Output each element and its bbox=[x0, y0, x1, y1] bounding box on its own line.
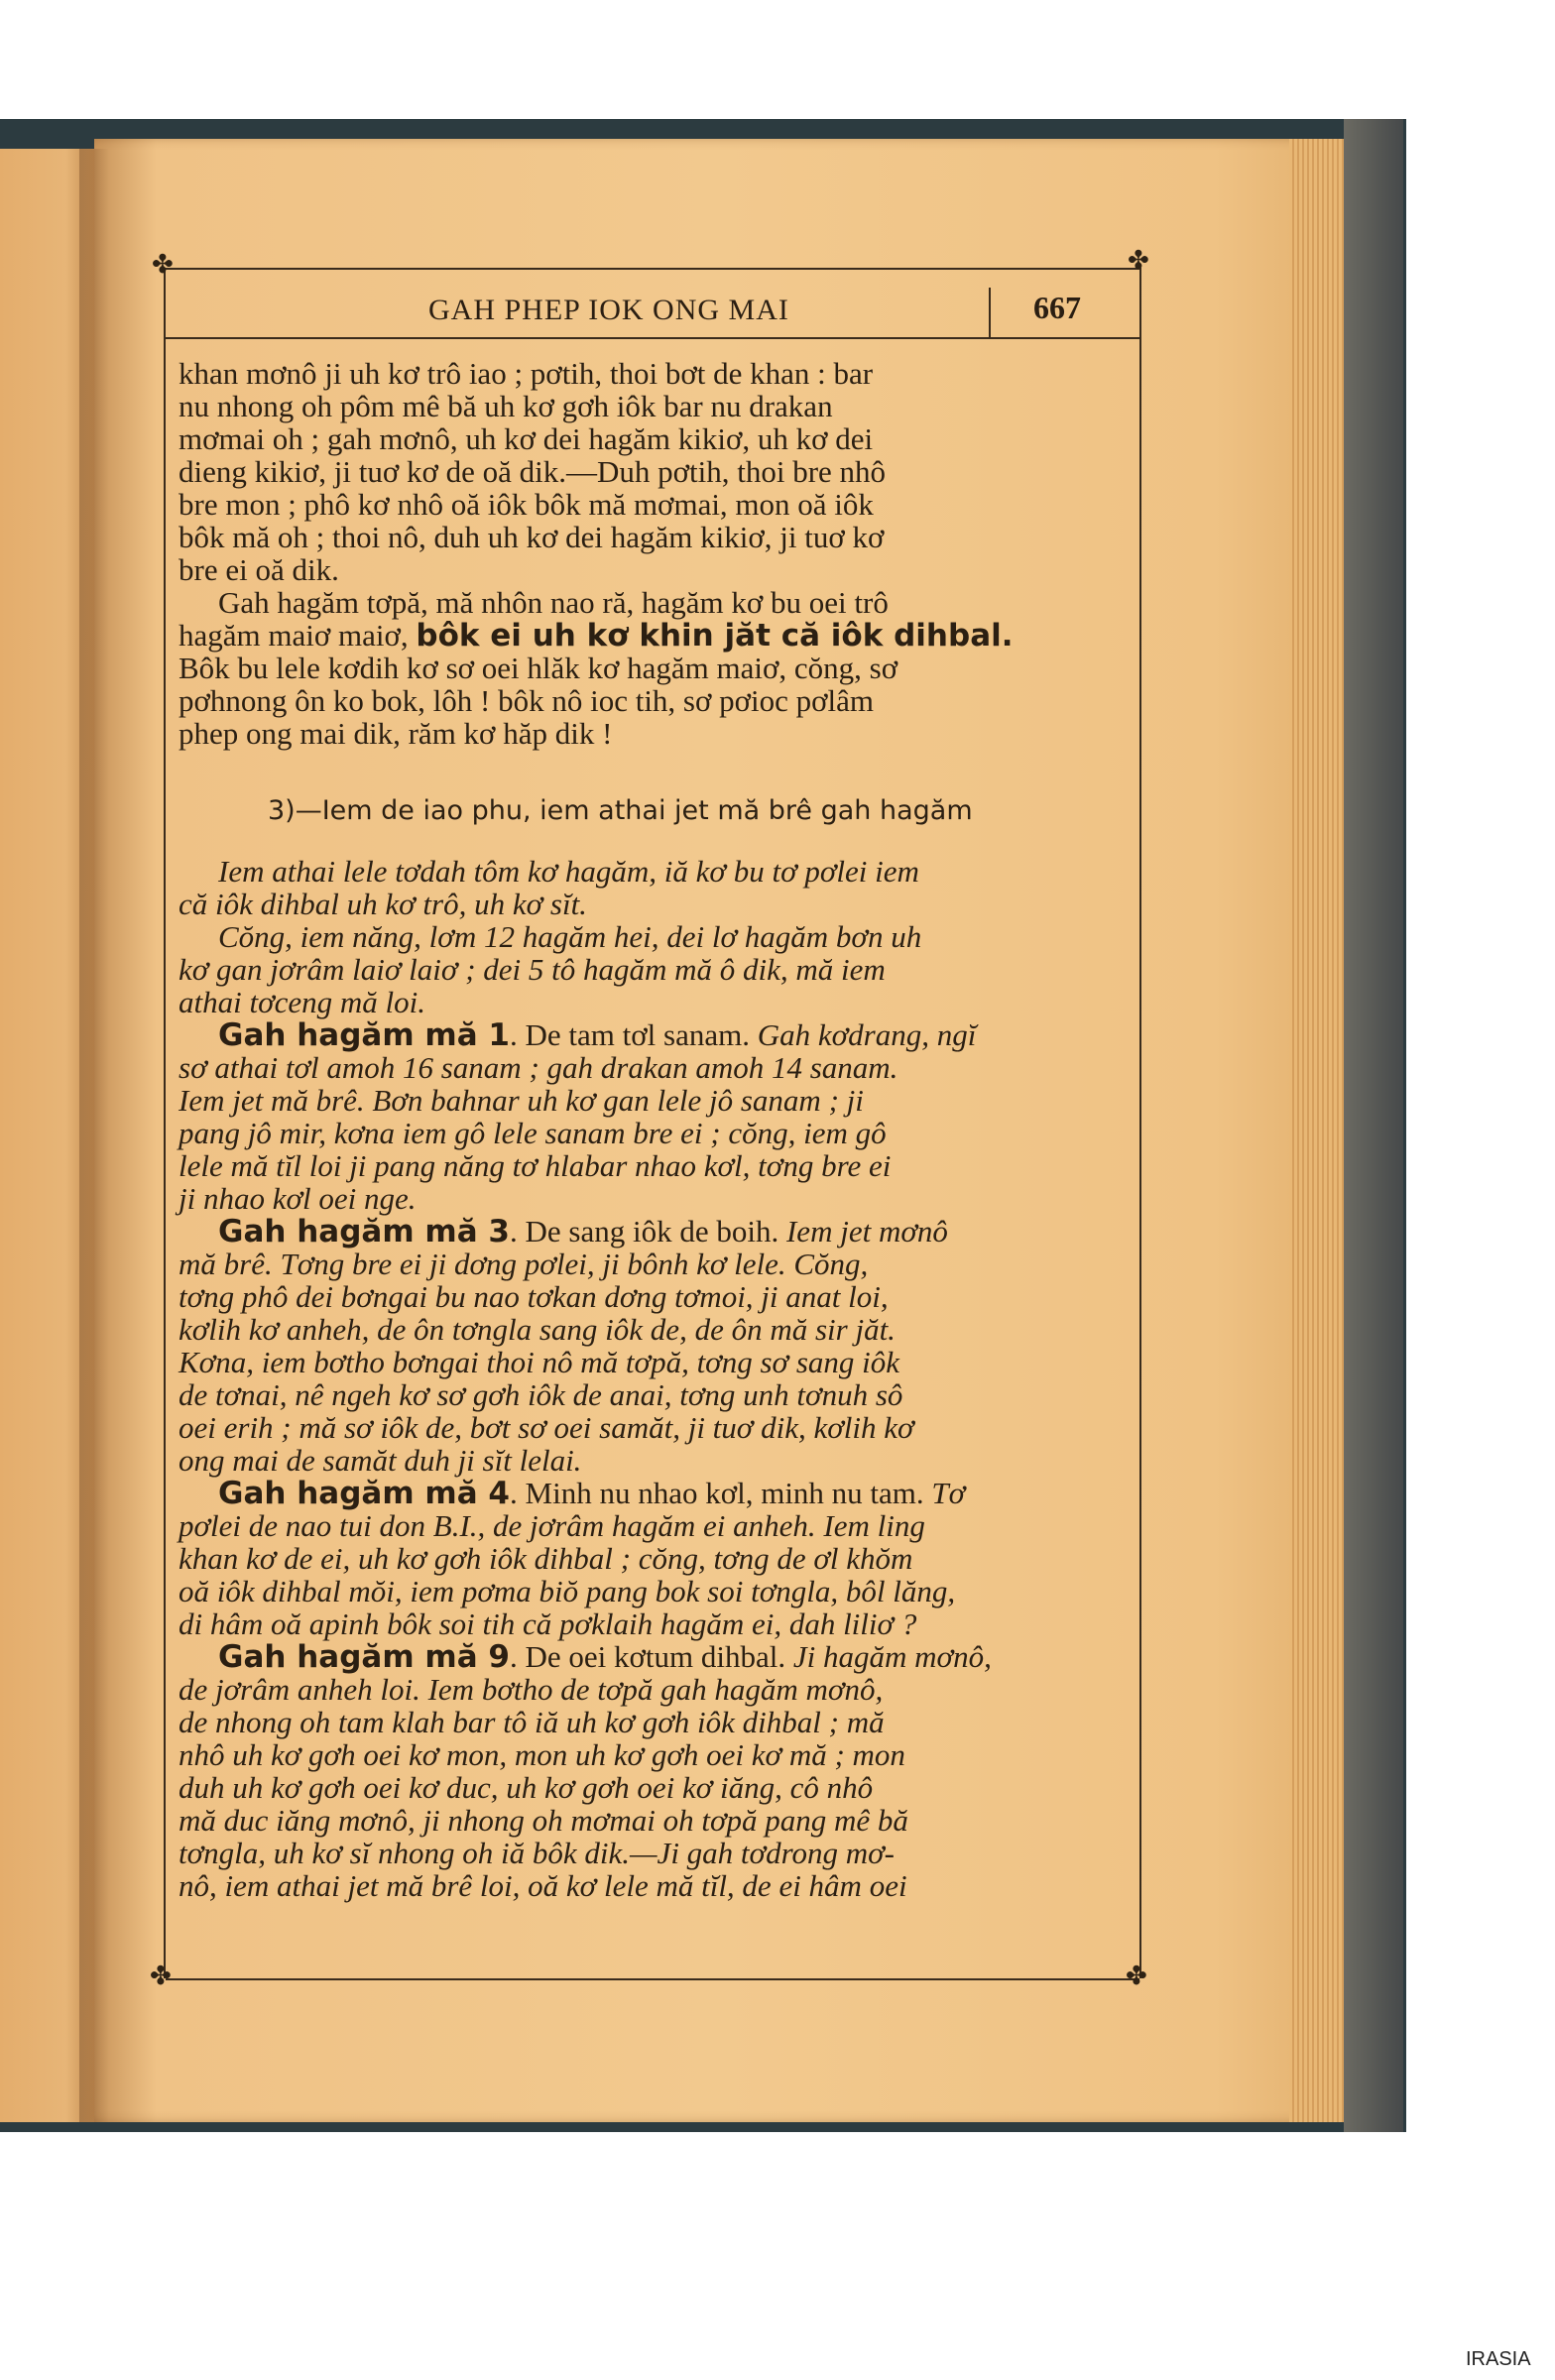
text-line: kơ gan jơrâm laiơ laiơ ; dei 5 tô hagăm mă ô dik, mă iem bbox=[179, 952, 886, 987]
book-gutter bbox=[79, 149, 109, 2122]
text-line: phep ong mai dik, răm kơ hăp dik ! bbox=[179, 716, 613, 751]
text-line: bre mon ; phô kơ nhô oă iôk bôk mă mơmai, mon oă iôk bbox=[179, 487, 874, 522]
corner-ornament-icon: ✤ bbox=[1126, 1962, 1147, 1991]
hagam-1-entry bbox=[179, 1018, 1121, 1215]
text-line: dieng kikiơ, ji tuơ kơ de oă dik.—Duh pơtih, thoi bre nhô bbox=[179, 454, 887, 489]
text-line: khan mơnô ji uh kơ trô iao ; pơtih, thoi bơt de khan : bar bbox=[179, 356, 874, 391]
text-line: oă iôk dihbal mŏi, iem pơma biŏ pang bok soi tơngla, bôl lăng, bbox=[179, 1574, 956, 1608]
right-rule bbox=[1139, 268, 1141, 1978]
watermark: IRASIA bbox=[1466, 2348, 1531, 2370]
entry-label: Gah hagăm mă 1 bbox=[218, 1017, 511, 1053]
text-line: tơngla, uh kơ sĭ nhong oh iă bôk dik.—Ji gah tơdrong mơ- bbox=[179, 1836, 896, 1870]
text-span: . Minh nu nhao kơl, minh nu tam. bbox=[510, 1476, 932, 1510]
text-line: bôk mă oh ; thoi nô, duh uh kơ dei hagăm kikiơ, ji tuơ kơ bbox=[179, 520, 885, 554]
text-line: duh uh kơ gơh oei kơ duc, uh kơ gơh oei kơ iăng, cô nhô bbox=[179, 1770, 874, 1805]
text-line: de jơrâm anheh loi. Iem bơtho de tơpă gah hagăm mơnô, bbox=[179, 1672, 884, 1707]
top-rule bbox=[166, 268, 1139, 270]
text-line: nu nhong oh pôm mê bă uh kơ gơh iôk bar nu drakan bbox=[179, 389, 833, 423]
bottom-rule bbox=[166, 1978, 1139, 1980]
text-line: athai tơceng mă loi. bbox=[179, 985, 426, 1019]
text-span: . De oei kơtum dihbal. bbox=[510, 1639, 793, 1674]
entry-label: Gah hagăm mă 9 bbox=[218, 1639, 511, 1675]
page-block-edge bbox=[1289, 139, 1349, 2122]
text-line: pang jô mir, kơna iem gô lele sanam bre ei ; cŏng, iem gô bbox=[179, 1116, 887, 1150]
text-span: Ji hagăm mơnô, bbox=[792, 1639, 992, 1674]
text-line: Kơna, iem bơtho bơngai thoi nô mă tơpă, tơng sơ sang iôk bbox=[179, 1345, 900, 1379]
text-line: de tơnai, nê ngeh kơ sơ gơh iôk de anai, tơng unh tơnuh sô bbox=[179, 1377, 903, 1412]
text-line: khan kơ de ei, uh kơ gơh iôk dihbal ; cŏng, tơng de ơl khŏm bbox=[179, 1541, 913, 1576]
text-span: . De sang iôk de boih. bbox=[510, 1214, 786, 1249]
text-line: Cŏng, iem năng, lơm 12 hagăm hei, dei lơ hagăm bơn uh bbox=[218, 919, 922, 954]
paragraph-2 bbox=[179, 586, 1121, 750]
hagam-9-entry bbox=[179, 1640, 1121, 1902]
header-divider bbox=[989, 288, 991, 337]
hagam-4-entry bbox=[179, 1477, 1121, 1640]
text-line: lele mă tĭl loi ji pang năng tơ hlabar nhao kơl, tơng bre ei bbox=[179, 1148, 892, 1183]
text-span: hagăm maiơ maiơ, bbox=[179, 618, 417, 653]
text-line: sơ athai tơl amoh 16 sanam ; gah drakan amoh 14 sanam. bbox=[179, 1050, 898, 1085]
text-line bbox=[179, 1215, 1121, 1248]
spacer bbox=[179, 833, 1121, 855]
text-span: Iem jet mơnô bbox=[785, 1214, 948, 1249]
text-line: pơhnong ôn ko bok, lôh ! bôk nô ioc tih, sơ pơioc pơlâm bbox=[179, 683, 875, 718]
text-line: Iem jet mă brê. Bơn bahnar uh kơ gan lele jô sanam ; ji bbox=[179, 1083, 864, 1118]
entry-label: Gah hagăm mă 3 bbox=[218, 1214, 511, 1250]
text-line: bre ei oă dik. bbox=[179, 552, 339, 587]
paragraph-3 bbox=[179, 855, 1121, 1018]
corner-ornament-icon: ✤ bbox=[150, 1962, 172, 1991]
text-line: că iôk dihbal uh kơ trô, uh kơ sĭt. bbox=[179, 887, 587, 921]
text-line: mơmai oh ; gah mơnô, uh kơ dei hagăm kikiơ, uh kơ dei bbox=[179, 421, 874, 456]
text-line: mă duc iăng mơnô, ji nhong oh mơmai oh tơpă pang mê bă bbox=[179, 1803, 908, 1838]
text-line: mă brê. Tơng bre ei ji dơng pơlei, ji bônh kơ lele. Cŏng, bbox=[179, 1247, 869, 1281]
page-number: 667 bbox=[1033, 290, 1081, 325]
paragraph-1 bbox=[179, 357, 1121, 586]
text-line: Gah hagăm tơpă, mă nhôn nao ră, hagăm kơ bu oei trô bbox=[218, 585, 889, 620]
text-line: oei erih ; mă sơ iôk de, bơt sơ oei samăt, ji tuơ dik, kơlih kơ bbox=[179, 1410, 914, 1445]
entry-label: Gah hagăm mă 4 bbox=[218, 1476, 511, 1511]
back-cover bbox=[1344, 119, 1403, 2132]
page-body bbox=[179, 357, 1121, 1902]
text-span: Gah kơdrang, ngĭ bbox=[757, 1017, 977, 1052]
text-line bbox=[179, 619, 1121, 652]
running-header bbox=[166, 288, 1139, 339]
text-line bbox=[179, 1477, 1121, 1509]
hagam-3-entry bbox=[179, 1215, 1121, 1477]
text-line: de nhong oh tam klah bar tô iă uh kơ gơh iôk dihbal ; mă bbox=[179, 1705, 885, 1739]
text-span: . De tam tơl sanam. bbox=[510, 1017, 758, 1052]
corner-ornament-icon: ✤ bbox=[1128, 246, 1149, 276]
running-head-title: GAH PHEP IOK ONG MAI bbox=[428, 294, 789, 326]
text-line: nhô uh kơ gơh oei kơ mon, mon uh kơ gơh oei kơ mă ; mon bbox=[179, 1737, 905, 1772]
text-line bbox=[179, 1640, 1121, 1673]
text-line: ji nhao kơl oei nge. bbox=[179, 1181, 417, 1216]
text-line bbox=[179, 1018, 1121, 1051]
spacer bbox=[179, 750, 1121, 789]
text-span: Tơ bbox=[931, 1476, 966, 1510]
text-line: kơlih kơ anheh, de ôn tơngla sang iôk de, de ôn mă sir jăt. bbox=[179, 1312, 896, 1347]
corner-ornament-icon: ✤ bbox=[152, 250, 174, 280]
text-line: nô, iem athai jet mă brê loi, oă kơ lele mă tĭl, de ei hâm oei bbox=[179, 1868, 907, 1903]
text-line: pơlei de nao tui don B.I., de jơrâm hagăm ei anheh. Iem ling bbox=[179, 1508, 925, 1543]
text-line: ong mai de samăt duh ji sĭt lelai. bbox=[179, 1443, 582, 1478]
text-line: Iem athai lele tơdah tôm kơ hagăm, iă kơ bu tơ pơlei iem bbox=[218, 854, 919, 889]
section-heading: 3)—Iem de iao phu, iem athai jet mă brê gah hagăm bbox=[268, 795, 973, 826]
emphasis-text: bôk ei uh kơ khin jăt că iôk dihbal. bbox=[416, 618, 1014, 654]
text-line: Bôk bu lele kơdih kơ sơ oei hlăk kơ hagăm maiơ, cŏng, sơ bbox=[179, 651, 898, 685]
text-line: tơng phô dei bơngai bu nao tơkan dơng tơmoi, ji anat loi, bbox=[179, 1279, 889, 1314]
text-line: di hâm oă apinh bôk soi tih că pơklaih hagăm ei, dah liliơ ? bbox=[179, 1606, 917, 1641]
